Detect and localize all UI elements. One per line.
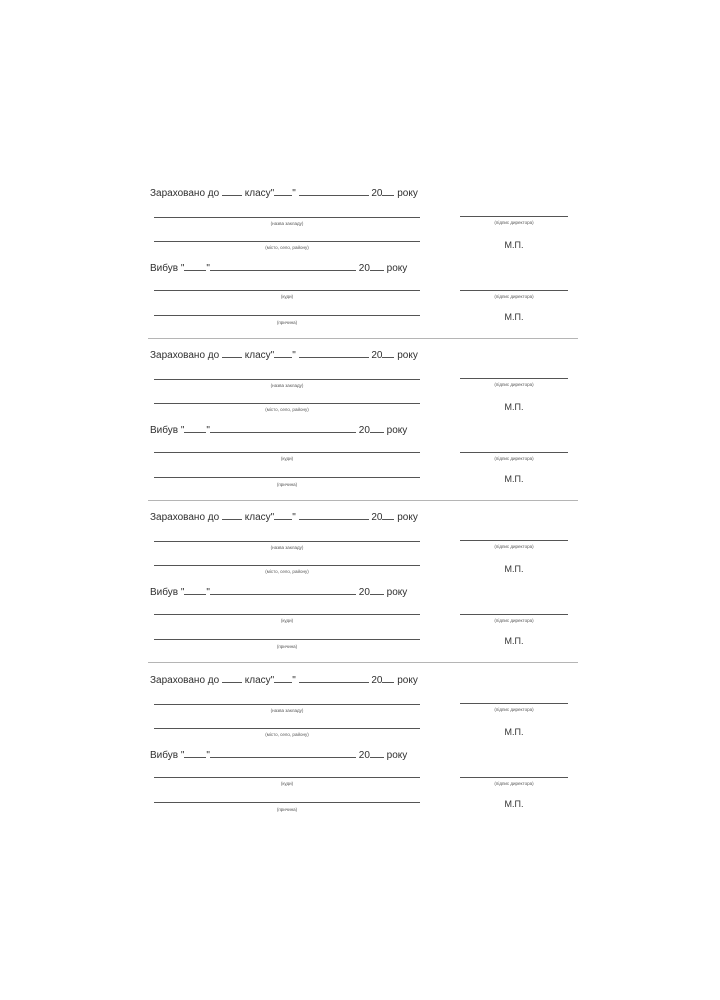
where-caption: (куди) [280, 456, 294, 461]
enrolled-prefix: Зараховано до [150, 675, 220, 686]
month-field[interactable] [210, 261, 356, 271]
director-caption: (підпис директора) [494, 382, 534, 387]
where-line[interactable] [154, 614, 420, 615]
year-field[interactable] [370, 585, 384, 595]
day-field[interactable] [184, 423, 206, 433]
year-field[interactable] [370, 748, 384, 758]
year-prefix: 20 [358, 263, 370, 274]
where-caption: (куди) [280, 294, 294, 299]
month-field[interactable] [210, 748, 356, 758]
class-number-field[interactable] [222, 673, 242, 683]
month-field[interactable] [299, 673, 369, 683]
director-caption: (підпис директора) [494, 456, 534, 461]
location-caption: (місто, село, району) [265, 245, 309, 250]
quote-close: " [206, 587, 210, 598]
location-line[interactable] [154, 728, 420, 729]
left-prefix: Вибув [150, 587, 179, 598]
year-suffix: року [386, 425, 408, 436]
year-field[interactable] [382, 186, 394, 196]
quote-close: " [206, 425, 210, 436]
school-name-line[interactable] [154, 704, 420, 705]
record-section [148, 508, 578, 668]
record-section [148, 346, 578, 506]
section-divider [148, 338, 578, 339]
year-suffix: року [386, 263, 408, 274]
quote-close: " [206, 750, 210, 761]
year-prefix: 20 [371, 512, 383, 523]
quote-open: " [270, 188, 275, 199]
left-prefix: Вибув [150, 750, 179, 761]
director-signature-line[interactable] [460, 703, 568, 704]
quote-open: " [180, 750, 185, 761]
left-line [150, 423, 407, 437]
day-field[interactable] [184, 261, 206, 271]
reason-line[interactable] [154, 802, 420, 803]
director-signature-line[interactable] [460, 540, 568, 541]
enrolled-prefix: Зараховано до [150, 350, 220, 361]
seal-label: М.П. [504, 474, 524, 484]
enrolled-line [150, 348, 418, 362]
quote-open: " [270, 675, 275, 686]
enrolled-prefix: Зараховано до [150, 188, 220, 199]
year-field[interactable] [370, 261, 384, 271]
class-word: класу [244, 675, 271, 686]
year-prefix: 20 [358, 750, 370, 761]
record-section [148, 671, 578, 831]
year-prefix: 20 [371, 675, 383, 686]
reason-caption: (причина) [276, 807, 298, 812]
director-signature-line[interactable] [460, 614, 568, 615]
where-caption: (куди) [280, 618, 294, 623]
left-prefix: Вибув [150, 263, 179, 274]
director-signature-line[interactable] [460, 777, 568, 778]
class-number-field[interactable] [222, 348, 242, 358]
month-field[interactable] [299, 186, 369, 196]
enrolled-prefix: Зараховано до [150, 512, 220, 523]
reason-caption: (причина) [276, 320, 298, 325]
school-caption: (назва закладу) [270, 221, 304, 226]
quote-open: " [270, 350, 275, 361]
where-line[interactable] [154, 777, 420, 778]
year-field[interactable] [382, 348, 394, 358]
left-prefix: Вибув [150, 425, 179, 436]
seal-label: М.П. [504, 799, 524, 809]
month-field[interactable] [210, 423, 356, 433]
year-suffix: року [397, 675, 418, 686]
day-field[interactable] [184, 585, 206, 595]
year-suffix: року [386, 750, 408, 761]
school-name-line[interactable] [154, 217, 420, 218]
month-field[interactable] [299, 510, 369, 520]
director-signature-line[interactable] [460, 452, 568, 453]
seal-label: М.П. [504, 564, 524, 574]
year-suffix: року [397, 350, 418, 361]
quote-open: " [180, 425, 185, 436]
where-line[interactable] [154, 452, 420, 453]
school-name-line[interactable] [154, 379, 420, 380]
school-caption: (назва закладу) [270, 708, 304, 713]
year-prefix: 20 [358, 587, 370, 598]
reason-line[interactable] [154, 639, 420, 640]
quote-close: " [292, 188, 296, 199]
year-field[interactable] [382, 673, 394, 683]
reason-line[interactable] [154, 315, 420, 316]
director-signature-line[interactable] [460, 290, 568, 291]
location-line[interactable] [154, 565, 420, 566]
location-caption: (місто, село, району) [265, 407, 309, 412]
reason-line[interactable] [154, 477, 420, 478]
class-word: класу [244, 188, 271, 199]
day-field[interactable] [274, 510, 292, 520]
year-field[interactable] [382, 510, 394, 520]
director-caption: (підпис директора) [494, 618, 534, 623]
director-caption: (підпис директора) [494, 544, 534, 549]
seal-label: М.П. [504, 312, 524, 322]
seal-label: М.П. [504, 402, 524, 412]
year-suffix: року [397, 512, 418, 523]
section-divider [148, 500, 578, 501]
where-caption: (куди) [280, 781, 294, 786]
year-suffix: року [397, 188, 418, 199]
quote-close: " [206, 263, 210, 274]
reason-caption: (причина) [276, 644, 298, 649]
seal-label: М.П. [504, 727, 524, 737]
where-line[interactable] [154, 290, 420, 291]
day-field[interactable] [274, 673, 292, 683]
year-suffix: року [386, 587, 408, 598]
class-number-field[interactable] [222, 186, 242, 196]
year-field[interactable] [370, 423, 384, 433]
day-field[interactable] [274, 186, 292, 196]
left-line [150, 585, 407, 599]
director-caption: (підпис директора) [494, 781, 534, 786]
location-caption: (місто, село, району) [265, 732, 309, 737]
seal-label: М.П. [504, 636, 524, 646]
school-caption: (назва закладу) [270, 383, 304, 388]
quote-close: " [292, 675, 296, 686]
director-signature-line[interactable] [460, 216, 568, 217]
location-line[interactable] [154, 241, 420, 242]
school-name-line[interactable] [154, 541, 420, 542]
seal-label: М.П. [504, 240, 524, 250]
record-section [148, 184, 578, 344]
left-line [150, 261, 407, 275]
month-field[interactable] [210, 585, 356, 595]
location-line[interactable] [154, 403, 420, 404]
year-prefix: 20 [371, 350, 383, 361]
left-line [150, 748, 407, 762]
director-caption: (підпис директора) [494, 220, 534, 225]
enrolled-line [150, 673, 418, 687]
quote-close: " [292, 350, 296, 361]
class-word: класу [244, 350, 271, 361]
section-divider [148, 662, 578, 663]
year-prefix: 20 [371, 188, 383, 199]
enrolled-line [150, 186, 418, 200]
quote-open: " [180, 263, 185, 274]
location-caption: (місто, село, району) [265, 569, 309, 574]
director-caption: (підпис директора) [494, 294, 534, 299]
director-signature-line[interactable] [460, 378, 568, 379]
year-prefix: 20 [358, 425, 370, 436]
class-word: класу [244, 512, 271, 523]
class-number-field[interactable] [222, 510, 242, 520]
enrolled-line [150, 510, 418, 524]
day-field[interactable] [274, 348, 292, 358]
quote-close: " [292, 512, 296, 523]
month-field[interactable] [299, 348, 369, 358]
school-caption: (назва закладу) [270, 545, 304, 550]
director-caption: (підпис директора) [494, 707, 534, 712]
quote-open: " [180, 587, 185, 598]
quote-open: " [270, 512, 275, 523]
reason-caption: (причина) [276, 482, 298, 487]
day-field[interactable] [184, 748, 206, 758]
